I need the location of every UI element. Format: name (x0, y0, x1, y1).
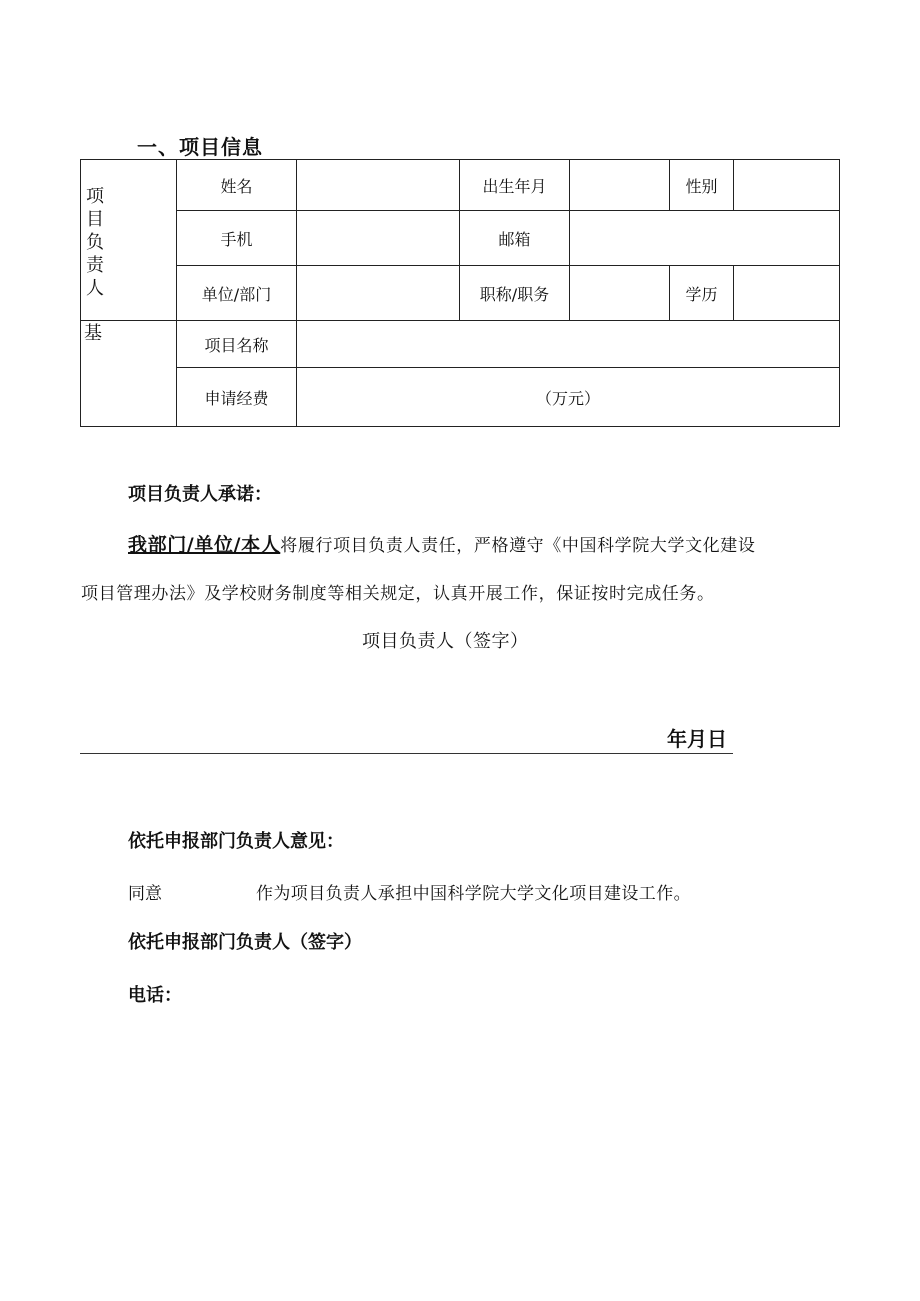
education-field[interactable] (734, 266, 839, 320)
section-title: 一、项目信息 (137, 135, 263, 159)
leader-group-char: 人 (86, 278, 104, 299)
pledge-line-1 (128, 530, 755, 557)
pledge-heading: 项目负责人承诺： (128, 484, 272, 505)
leader-group-label (84, 185, 106, 300)
education-label: 学历 (685, 284, 718, 304)
gender-label: 性别 (685, 176, 718, 196)
phone-label: 手机 (220, 229, 253, 249)
project-name-label: 项目名称 (204, 335, 269, 355)
title-label: 职称/职务 (479, 284, 550, 304)
leader-group-char: 负 (86, 232, 104, 253)
leader-signature-label: 项目负责人（签字） (362, 631, 529, 652)
email-field[interactable] (570, 211, 839, 265)
date-label: 年月日 (667, 727, 727, 751)
project-name-field[interactable] (297, 321, 839, 367)
divider-line (80, 753, 733, 754)
leader-group-char: 项 (86, 186, 104, 207)
funding-field[interactable] (297, 368, 839, 426)
opinion-heading: 依托申报部门负责人意见： (128, 831, 344, 852)
funding-unit: （万元） (535, 388, 600, 408)
pledge-line-2: 项目管理办法》及学校财务制度等相关规定，认真开展工作，保证按时完成任务。 (81, 584, 715, 604)
department-phone-label: 电话： (128, 985, 182, 1006)
unit-field[interactable] (297, 266, 459, 320)
birth-field[interactable] (570, 160, 669, 210)
phone-field[interactable] (297, 211, 459, 265)
department-signature-label: 依托申报部门负责人（签字） (128, 932, 362, 953)
agree-word: 同意 (128, 884, 162, 904)
leader-group-char: 责 (86, 255, 104, 276)
name-label: 姓名 (220, 176, 253, 196)
leader-group-char: 目 (86, 209, 104, 230)
name-field[interactable] (297, 160, 459, 210)
pledge-emphasis: 我部门/单位/本人 (128, 534, 281, 556)
pledge-line-1-text: 将履行项目负责人责任，严格遵守《中国科学院大学文化建设 (280, 536, 756, 556)
birth-label: 出生年月 (482, 176, 547, 196)
agree-text: 作为项目负责人承担中国科学院大学文化项目建设工作。 (256, 884, 691, 904)
funding-label: 申请经费 (204, 388, 269, 408)
gender-field[interactable] (734, 160, 839, 210)
email-label: 邮箱 (498, 229, 531, 249)
project-info-table (80, 159, 840, 427)
title-field[interactable] (570, 266, 669, 320)
unit-label: 单位/部门 (201, 284, 272, 304)
basic-group-label: 基 (84, 323, 102, 344)
